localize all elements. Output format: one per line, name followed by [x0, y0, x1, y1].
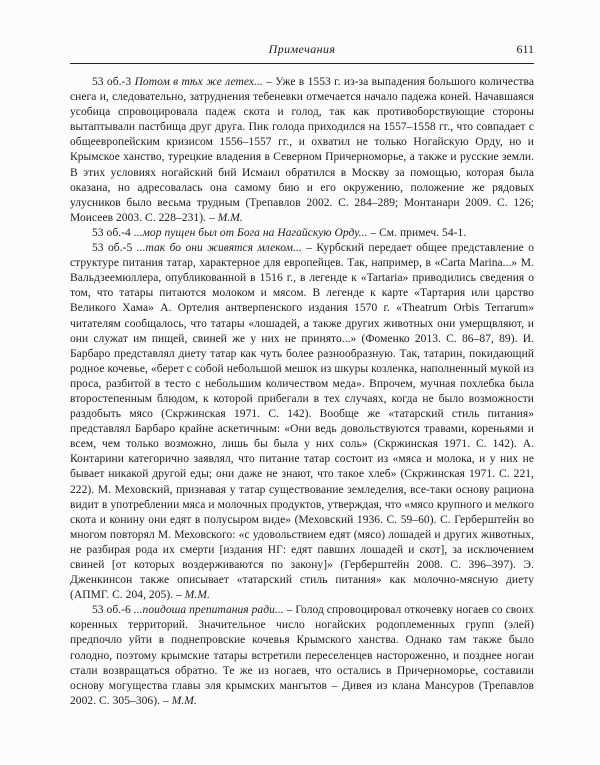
note-ref: 53 об.-4	[92, 226, 134, 239]
note-quote: ...мор пущен был от Бога на Нагайскую Орду...	[133, 226, 368, 239]
note-signature: М.М.	[171, 694, 197, 707]
note-53ob-6	[70, 603, 534, 709]
note-53ob-5	[70, 241, 534, 603]
note-quote: Потом в тѣх же летех...	[134, 76, 263, 88]
header-rule	[70, 63, 534, 64]
note-body: – См. примеч. 54-1.	[367, 226, 467, 239]
note-signature: М.М.	[217, 211, 243, 224]
note-ref: 53 об.-6	[92, 604, 134, 617]
page-number: 611	[516, 42, 534, 56]
note-quote: ...так бо они живятся млеком...	[136, 242, 302, 255]
page-header	[70, 42, 534, 59]
note-ref: 53 об.-5	[92, 242, 137, 255]
note-ref: 53 об.-3	[92, 76, 135, 88]
note-body: – Уже в 1553 г. из-за выпадения большого количества снега и, следовательно, затруднения тебеневки отмечается начало падежа коней. Начавшаяся усобица спровоцировала падеж скота и голод, так как противоборствующие стороны вытаптывали пастбища друг друга. Пик голода приходился на 1557–1558 гг., что совпадает с общеевропейским кризисом 1556–1557 гг., и охватил не только Ногайскую Орду, но и Крымское ханство, турецкие владения в Северном Причерноморье, а также и русские земли. В этих условиях ногайский бий Исмаил обратился в Москву за помощью, которая была оказана, но адресовалась она самому бию и его окружению, положение же рядовых улусников было весьма трудным (Трепавлов 2002. С. 284–289; Монтанари 2009. С. 126; Моисеев 2003. С. 228–231). –	[70, 76, 534, 224]
note-body: – Курбский передает общее представление о структуре питания татар, характерное для европейцев. Так, например, в «Carta Marina...» М. Вальдзеемюллера, опубликованной в 1516 г., в легенде к «Tartaria» приводились сведения о том, что татары питаются молоком и мясом. В легенде к карте «Тартария или царство Великого Хама» А. Ортелия антверпенского издания 1570 г. «Theatrum Orbis Terrarum» читателям сообщалось, что татары «лошадей, а также других животных они умерщвляют, и они служат им пищей, свиней же у них не принято...» (Фоменко 2013. С. 86–87, 89). И. Барбаро представлял диету татар как чуть более разнообразную. Так, татарин, покидающий родное кочевье, «берет с собой небольшой мешок из шкуры козленка, наполненный мукой из проса, разбитой в тесто с небольшим количеством меда». Впрочем, мучная похлебка была второстепенным блюдом, к которой прибегали в тех случаях, когда не было возможности раздобыть мясо (Скржинская 1971. С. 142). Вообще же «татарский стиль питания» представлял Барбаро крайне аскетичным: «Они ведь довольствуются травами, кореньями и всем, чем только возможно, лишь бы была у них соль» (Скржинская 1971. С. 142). А. Контарини категорично заявлял, что питание татар состоит из «мяса и молока, и у них не бывает никакой другой еды; они даже не знают, что такое хлеб» (Скржинская 1971. С. 221, 222). М. Меховский, признавая у татар существование земледелия, все-таки основу рациона видит в употреблении мяса и молочных продуктов, утверждая, что «мясо крупного и мелкого скота и конину они едят в полусыром виде» (Меховский 1936. С. 59–60). С. Герберштейн во многом повторял М. Меховского: «с удовольствием едят (мясо) лошадей и других животных, не разбирая рода их смерти [издания НГ: едят павших лошадей и скот], за исключением свиней [от которых воздерживаются по закону]» (Герберштейн 2008. С. 396–397). Э. Дженкинсон также описывает «татарский стиль питания» как молочно-мясную диету (АПМГ. С. 204, 205). –	[70, 242, 534, 602]
running-title: Примечания	[268, 42, 336, 56]
note-53ob-3	[70, 75, 534, 226]
note-quote: ...поидоша препитания ради...	[133, 604, 284, 617]
note-body: – Голод спровоцировал откочевку ногаев со своих коренных территорий. Значительное число ногайских родоплеменных групп (элей) предпочло уйти в поднепровские кочевья Крымского ханства. Однако там также было голодно, поэтому крымские татары встретили переселенцев настороженно, и позднее ногаи стали возвращаться обратно. Те же из ногаев, что остались в Причерноморье, составили основу могущества главы эля крымских мангытов – Дивея из клана Мансуров (Трепавлов 2002. С. 305–306). –	[70, 604, 534, 707]
note-53ob-4	[70, 226, 534, 241]
note-signature: М.М.	[184, 589, 210, 602]
notes-text-block	[70, 75, 534, 709]
